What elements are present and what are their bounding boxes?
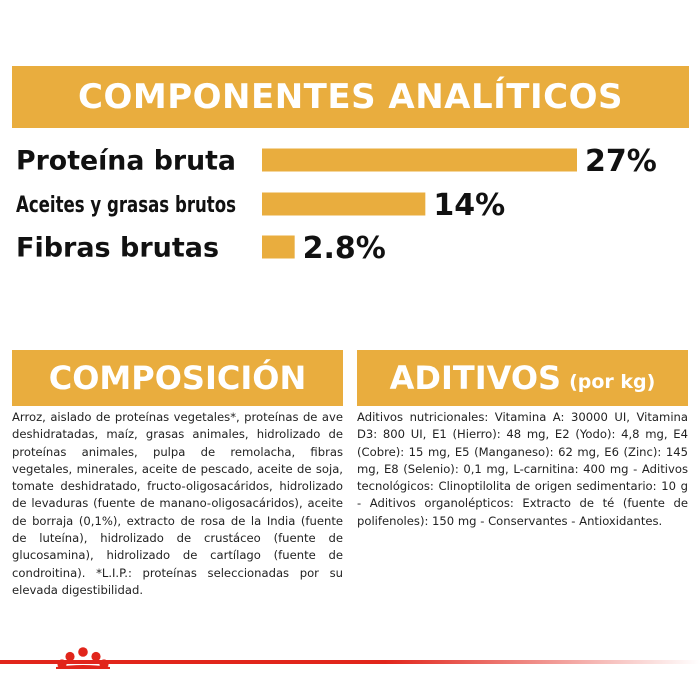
royal-canin-crown-icon — [42, 635, 124, 669]
analytical-components-title: COMPONENTES ANALÍTICOS — [78, 77, 623, 117]
value-label: 27% — [585, 144, 657, 179]
additives-unit: (por kg) — [569, 371, 656, 393]
analytical-components-banner — [12, 66, 689, 128]
composition-title: COMPOSICIÓN — [48, 359, 307, 397]
composition-text: Arroz, aislado de proteínas vegetales*, proteínas de ave deshidratadas, maíz, grasas animales, hidrolizado de proteínas animales, pulpa de remolacha, fibras vegetales, minerales, aceite de pescado, aceite de soja, tomate deshidratado, fructo-oligosacáridos, hidrolizado de levaduras (fuente de manano-oligosacáridos), aceite de borraja (0,1%), extracto de rosa de la India (fuente de luteína), hidrolizado de crustáceo (fuente de glucosamina), hidrolizado de cartílago (fuente de condroitina). *L.I.P.: proteínas seleccionadas por su elevada digestibilidad. — [12, 410, 343, 597]
bar — [262, 193, 425, 216]
analytical-components-chart — [0, 140, 700, 280]
composition-banner — [12, 350, 343, 406]
value-label: 2.8% — [302, 231, 386, 266]
bar — [262, 236, 295, 259]
category-label: Fibras brutas — [16, 232, 220, 264]
category-label: Proteína bruta — [16, 145, 236, 177]
additives-banner — [357, 350, 688, 406]
additives-text: Aditivos nutricionales: Vitamina A: 30000 UI, Vitamina D3: 800 UI, E1 (Hierro): 48 mg, E2 (Yodo): 4,8 mg, E4 (Cobre): 15 mg, E5 (Manganeso): 62 mg, E6 (Zinc): 145 mg, E8 (Selenio): 0,1 mg, L-carnitina: 400 mg - Aditivos tecnológicos: Clinoptilolita de origen sedimentario: 10 g - Aditivos organolépticos: Extracto de té (fuente de polifenoles): 150 mg - Conservantes - Antioxidantes. — [357, 410, 688, 528]
bar — [262, 149, 577, 172]
category-label: Aceites y grasas brutos — [16, 192, 236, 218]
additives-title: ADITIVOS — [389, 359, 562, 397]
value-label: 14% — [433, 188, 506, 223]
